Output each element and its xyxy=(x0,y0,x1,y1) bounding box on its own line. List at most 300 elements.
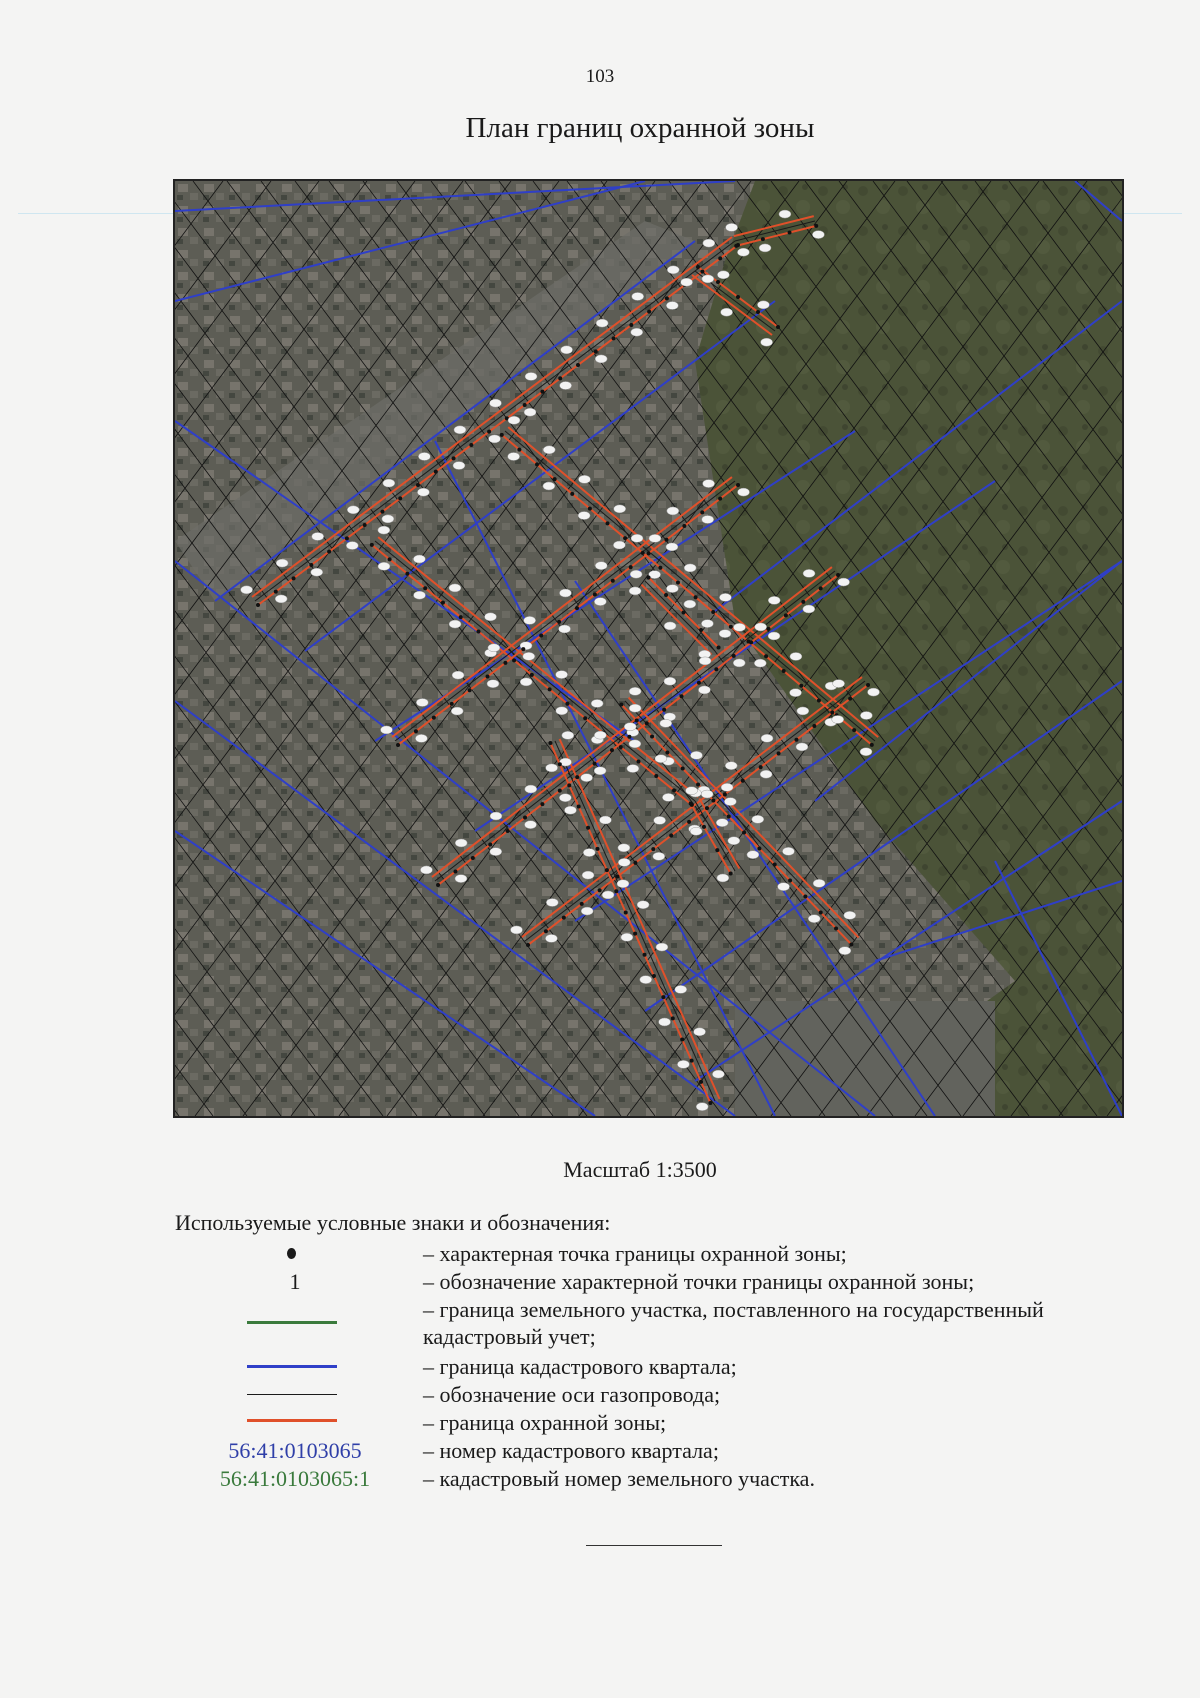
point-label-bubble xyxy=(655,755,667,763)
point-label-bubble xyxy=(523,652,535,660)
red-line-icon xyxy=(247,1419,337,1422)
point-label-bubble xyxy=(684,564,696,572)
boundary-point xyxy=(705,806,709,810)
legend-heading: Используемые условные знаки и обозначения: xyxy=(175,1210,611,1235)
boundary-point xyxy=(788,231,792,235)
green-line-icon xyxy=(247,1321,337,1324)
boundary-point xyxy=(696,782,700,786)
point-label-bubble xyxy=(832,715,844,723)
boundary-point xyxy=(830,710,834,714)
point-label-bubble xyxy=(275,595,287,603)
boundary-point xyxy=(734,244,738,248)
point-label-bubble xyxy=(703,480,715,488)
boundary-point xyxy=(711,610,715,614)
boundary-point xyxy=(570,492,574,496)
point-label-bubble xyxy=(583,849,595,857)
point-label-bubble xyxy=(581,774,593,782)
boundary-point xyxy=(477,630,481,634)
point-label-bubble xyxy=(666,585,678,593)
boundary-point xyxy=(567,783,571,787)
boundary-point xyxy=(736,295,740,299)
boundary-point xyxy=(711,798,715,802)
boundary-point xyxy=(870,743,874,747)
boundary-point xyxy=(616,875,620,879)
point-label-bubble xyxy=(716,819,728,827)
boundary-point xyxy=(309,563,313,567)
boundary-point xyxy=(471,856,475,860)
point-label-bubble xyxy=(721,308,733,316)
boundary-point xyxy=(819,910,823,914)
point-label-bubble xyxy=(754,659,766,667)
point-label-bubble xyxy=(488,644,500,652)
point-label-bubble xyxy=(599,816,611,824)
point-label-bubble xyxy=(667,507,679,515)
point-label-bubble xyxy=(627,765,639,773)
boundary-point xyxy=(583,716,587,720)
point-label-bubble xyxy=(724,798,736,806)
point-label-bubble xyxy=(666,302,678,310)
point-label-bubble xyxy=(546,899,558,907)
boundary-point xyxy=(708,1101,712,1105)
boundary-point xyxy=(521,647,525,651)
point-label-bubble xyxy=(508,416,520,424)
boundary-point xyxy=(662,708,666,712)
boundary-point xyxy=(562,916,566,920)
point-label-bubble xyxy=(860,712,872,720)
boundary-point xyxy=(468,688,472,692)
point-label-bubble xyxy=(276,559,288,567)
boundary-point xyxy=(256,603,260,607)
point-label-bubble xyxy=(346,542,358,550)
boundary-point xyxy=(535,462,539,466)
boundary-point xyxy=(643,953,647,957)
point-label-bubble xyxy=(653,852,665,860)
point-label-bubble xyxy=(759,244,771,252)
boundary-point xyxy=(624,910,628,914)
point-label-bubble xyxy=(721,783,733,791)
point-label-bubble xyxy=(838,578,850,586)
point-label-bubble xyxy=(640,976,652,984)
point-label-bubble xyxy=(378,526,390,534)
point-label-bubble xyxy=(738,488,750,496)
boundary-point xyxy=(436,883,440,887)
point-label-bubble xyxy=(768,632,780,640)
point-label-bubble xyxy=(778,883,790,891)
boundary-point xyxy=(834,926,838,930)
boundary-point xyxy=(676,580,680,584)
point-label-bubble xyxy=(702,515,714,523)
boundary-point xyxy=(423,586,427,590)
point-label-bubble xyxy=(614,505,626,513)
point-label-bubble xyxy=(649,534,661,542)
boundary-point xyxy=(696,265,700,269)
boundary-point xyxy=(651,847,655,851)
boundary-point xyxy=(548,741,552,745)
point-label-bubble xyxy=(413,555,425,563)
boundary-point xyxy=(689,801,693,805)
point-label-bubble xyxy=(311,568,323,576)
point-label-bubble xyxy=(489,435,501,443)
boundary-point xyxy=(488,843,492,847)
point-label-bubble xyxy=(667,266,679,274)
boundary-point xyxy=(623,536,627,540)
point-label-bubble xyxy=(808,915,820,923)
point-label-bubble xyxy=(618,858,630,866)
boundary-point xyxy=(575,606,579,610)
point-label-bubble xyxy=(779,210,791,218)
point-label-bubble xyxy=(630,570,642,578)
point-label-bubble xyxy=(525,785,537,793)
boundary-point xyxy=(764,654,768,658)
boundary-point xyxy=(782,669,786,673)
boundary-point xyxy=(503,661,507,665)
point-label-bubble xyxy=(595,562,607,570)
point-label-bubble xyxy=(420,866,432,874)
boundary-point xyxy=(586,826,590,830)
page-title: План границ охранной зоны xyxy=(465,112,815,144)
point-label-bubble xyxy=(725,762,737,770)
boundary-point xyxy=(327,550,331,554)
boundary-point xyxy=(405,572,409,576)
boundary-point xyxy=(398,496,402,500)
point-label-bubble xyxy=(629,687,641,695)
boundary-point xyxy=(647,310,651,314)
point-label-bubble xyxy=(524,408,536,416)
point-label-bubble xyxy=(508,452,520,460)
point-label-bubble xyxy=(666,543,678,551)
boundary-point xyxy=(588,507,592,511)
boundary-point xyxy=(577,805,581,809)
point-label-bubble xyxy=(241,586,253,594)
point-label-bubble xyxy=(581,907,593,915)
point-label-bubble xyxy=(543,482,555,490)
boundary-point xyxy=(699,1080,703,1084)
boundary-point xyxy=(658,566,662,570)
boundary-point xyxy=(396,743,400,747)
point-label-bubble xyxy=(415,734,427,742)
point-label-bubble xyxy=(484,613,496,621)
boundary-point xyxy=(558,789,562,793)
point-label-bubble xyxy=(594,731,606,739)
point-label-bubble xyxy=(761,734,773,742)
point-label-bubble xyxy=(844,911,856,919)
boundary-point xyxy=(669,833,673,837)
boundary-point xyxy=(637,760,641,764)
boundary-point xyxy=(647,551,651,555)
boundary-point xyxy=(441,601,445,605)
boundary-point xyxy=(363,523,367,527)
boundary-point xyxy=(652,974,656,978)
point-label-bubble xyxy=(698,686,710,694)
point-label-bubble xyxy=(418,452,430,460)
boundary-point xyxy=(777,751,781,755)
point-label-bubble xyxy=(417,488,429,496)
boundary-point xyxy=(553,477,557,481)
point-label-bubble xyxy=(559,625,571,633)
point-label-bubble xyxy=(455,839,467,847)
boundary-point xyxy=(540,802,544,806)
boundary-point xyxy=(799,684,803,688)
point-label-bubble xyxy=(559,589,571,597)
boundary-point xyxy=(612,336,616,340)
point-label-bubble xyxy=(452,671,464,679)
boundary-point xyxy=(487,430,491,434)
point-label-bubble xyxy=(797,707,809,715)
scale-label: Масштаб 1:3500 xyxy=(563,1157,717,1182)
point-label-bubble xyxy=(681,278,693,286)
boundary-point xyxy=(629,565,633,569)
boundary-point xyxy=(641,551,645,555)
boundary-point xyxy=(848,697,852,701)
point-label-bubble xyxy=(556,671,568,679)
point-label-bubble xyxy=(562,731,574,739)
boundary-point xyxy=(682,524,686,528)
point-label-bubble xyxy=(752,815,764,823)
point-label-bubble xyxy=(453,462,465,470)
point-label-bubble xyxy=(690,751,702,759)
boundary-point xyxy=(647,575,651,579)
boundary-point xyxy=(530,673,534,677)
boundary-point xyxy=(452,456,456,460)
point-label-bubble xyxy=(416,699,428,707)
point-label-bubble xyxy=(833,680,845,688)
boundary-point xyxy=(756,310,760,314)
boundary-point xyxy=(672,788,676,792)
point-label-bubble xyxy=(701,790,713,798)
point-label-bubble xyxy=(717,271,729,279)
point-label-bubble xyxy=(524,616,536,624)
point-label-bubble xyxy=(813,879,825,887)
boundary-point xyxy=(849,942,853,946)
point-label-bubble xyxy=(699,657,711,665)
boundary-point xyxy=(680,694,684,698)
point-label-bubble xyxy=(694,1028,706,1036)
point-label-bubble xyxy=(677,1060,689,1068)
point-label-bubble xyxy=(414,591,426,599)
boundary-point xyxy=(614,889,618,893)
point-label-bubble xyxy=(768,596,780,604)
boundary-point xyxy=(432,716,436,720)
boundary-point xyxy=(517,448,521,452)
boundary-point xyxy=(593,762,597,766)
point-label-bubble xyxy=(490,848,502,856)
boundary-point xyxy=(723,792,727,796)
point-label-bubble xyxy=(449,620,461,628)
point-label-bubble xyxy=(654,816,666,824)
boundary-point xyxy=(635,718,639,722)
point-label-bubble xyxy=(803,569,815,577)
boundary-point xyxy=(812,724,816,728)
boundary-point xyxy=(671,1016,675,1020)
boundary-point xyxy=(629,323,633,327)
page-number: 103 xyxy=(585,66,615,87)
boundary-point xyxy=(665,296,669,300)
point-label-bubble xyxy=(701,620,713,628)
bottom-rule xyxy=(586,1545,722,1546)
point-label-bubble xyxy=(543,446,555,454)
point-label-bubble xyxy=(520,678,532,686)
boundary-point xyxy=(661,995,665,999)
point-label-bubble xyxy=(487,680,499,688)
boundary-point xyxy=(594,350,598,354)
boundary-point xyxy=(557,620,561,624)
boundary-point xyxy=(717,645,721,649)
point-label-bubble xyxy=(726,223,738,231)
point-label-bubble xyxy=(702,275,714,283)
point-label-bubble xyxy=(812,231,824,239)
point-label-bubble xyxy=(737,248,749,256)
boundary-point xyxy=(523,816,527,820)
boundary-point xyxy=(700,270,704,274)
point-label-bubble xyxy=(782,847,794,855)
point-label-bubble xyxy=(455,875,467,883)
boundary-point xyxy=(506,829,510,833)
point-label-bubble xyxy=(380,726,392,734)
boundary-point xyxy=(803,894,807,898)
boundary-point xyxy=(388,557,392,561)
point-label-bubble xyxy=(490,812,502,820)
point-label-bubble xyxy=(560,382,572,390)
point-label-bubble xyxy=(561,346,573,354)
point-label-bubble xyxy=(382,515,394,523)
boundary-point xyxy=(801,600,805,604)
point-label-bubble xyxy=(755,623,767,631)
boundary-point xyxy=(814,224,818,228)
boundary-point xyxy=(345,536,349,540)
boundary-point xyxy=(645,721,649,725)
point-label-bubble xyxy=(545,934,557,942)
boundary-point xyxy=(682,610,686,614)
point-label-bubble xyxy=(613,541,625,549)
boundary-point xyxy=(718,256,722,260)
point-label-bubble xyxy=(618,844,630,852)
boundary-point xyxy=(687,820,691,824)
point-label-bubble xyxy=(659,1018,671,1026)
boundary-point xyxy=(434,470,438,474)
boundary-point xyxy=(742,830,746,834)
point-label-bubble xyxy=(839,947,851,955)
point-label-bubble xyxy=(556,707,568,715)
boundary-point xyxy=(788,878,792,882)
point-label-bubble xyxy=(489,399,501,407)
point-label-bubble xyxy=(747,851,759,859)
point-label-bubble xyxy=(383,479,395,487)
boundary-point xyxy=(759,765,763,769)
boundary-point xyxy=(784,613,788,617)
boundary-point xyxy=(715,848,719,852)
point-label-bubble xyxy=(733,659,745,667)
point-label-bubble xyxy=(617,880,629,888)
boundary-point xyxy=(654,774,658,778)
boundary-point xyxy=(650,734,654,738)
boundary-point xyxy=(852,728,856,732)
boundary-point xyxy=(611,579,615,583)
point-label-bubble xyxy=(664,622,676,630)
boundary-point xyxy=(606,521,610,525)
point-dot-icon xyxy=(287,1248,296,1259)
boundary-point xyxy=(450,702,454,706)
boundary-point xyxy=(540,390,544,394)
boundary-point xyxy=(697,681,701,685)
point-label-bubble xyxy=(719,630,731,638)
boundary-point xyxy=(665,750,669,754)
point-label-bubble xyxy=(790,652,802,660)
blue-line-icon xyxy=(247,1365,337,1368)
boundary-point xyxy=(727,814,731,818)
point-label-bubble xyxy=(733,623,745,631)
boundary-point xyxy=(486,675,490,679)
boundary-point xyxy=(633,932,637,936)
boundary-point xyxy=(459,615,463,619)
boundary-point xyxy=(699,628,703,632)
boundary-point xyxy=(575,775,579,779)
point-label-bubble xyxy=(451,707,463,715)
point-label-bubble xyxy=(525,821,537,829)
point-label-bubble xyxy=(631,328,643,336)
boundary-point xyxy=(565,702,569,706)
boundary-point xyxy=(370,543,374,547)
boundary-point xyxy=(539,633,543,637)
point-label-bubble xyxy=(712,1070,724,1078)
point-label-bubble xyxy=(803,605,815,613)
boundary-point xyxy=(558,376,562,380)
boundary-point xyxy=(766,627,770,631)
boundary-point xyxy=(580,902,584,906)
point-label-bubble xyxy=(594,598,606,606)
point-label-bubble xyxy=(602,891,614,899)
point-label-bubble xyxy=(594,767,606,775)
boundary-point xyxy=(633,861,637,865)
boundary-point xyxy=(627,735,631,739)
boundary-point xyxy=(749,640,753,644)
point-label-bubble xyxy=(312,532,324,540)
point-label-bubble xyxy=(525,372,537,380)
boundary-point xyxy=(714,667,718,671)
boundary-point xyxy=(512,658,516,662)
boundary-point xyxy=(274,590,278,594)
boundary-point xyxy=(741,779,745,783)
map-plan[interactable] xyxy=(173,179,1124,1118)
point-label-bubble xyxy=(596,319,608,327)
boundary-point xyxy=(819,586,823,590)
point-label-bubble xyxy=(664,677,676,685)
point-label-bubble xyxy=(564,806,576,814)
point-label-bubble xyxy=(578,512,590,520)
point-label-bubble xyxy=(868,688,880,696)
point-label-bubble xyxy=(660,719,672,727)
point-label-bubble xyxy=(624,723,636,731)
boundary-point xyxy=(610,748,614,752)
point-label-bubble xyxy=(629,704,641,712)
boundary-point xyxy=(595,847,599,851)
boundary-point xyxy=(469,443,473,447)
map-canvas xyxy=(175,181,1122,1116)
boundary-point xyxy=(453,869,457,873)
point-label-bubble xyxy=(546,764,558,772)
boundary-point xyxy=(757,846,761,850)
point-label-bubble xyxy=(696,1103,708,1111)
point-label-bubble xyxy=(378,562,390,570)
boundary-point xyxy=(605,868,609,872)
boundary-point xyxy=(380,510,384,514)
boundary-point xyxy=(694,595,698,599)
boundary-point xyxy=(598,888,602,892)
boundary-point xyxy=(817,699,821,703)
point-label-bubble xyxy=(637,901,649,909)
point-label-bubble xyxy=(790,689,802,697)
point-label-bubble xyxy=(578,475,590,483)
point-label-bubble xyxy=(675,985,687,993)
